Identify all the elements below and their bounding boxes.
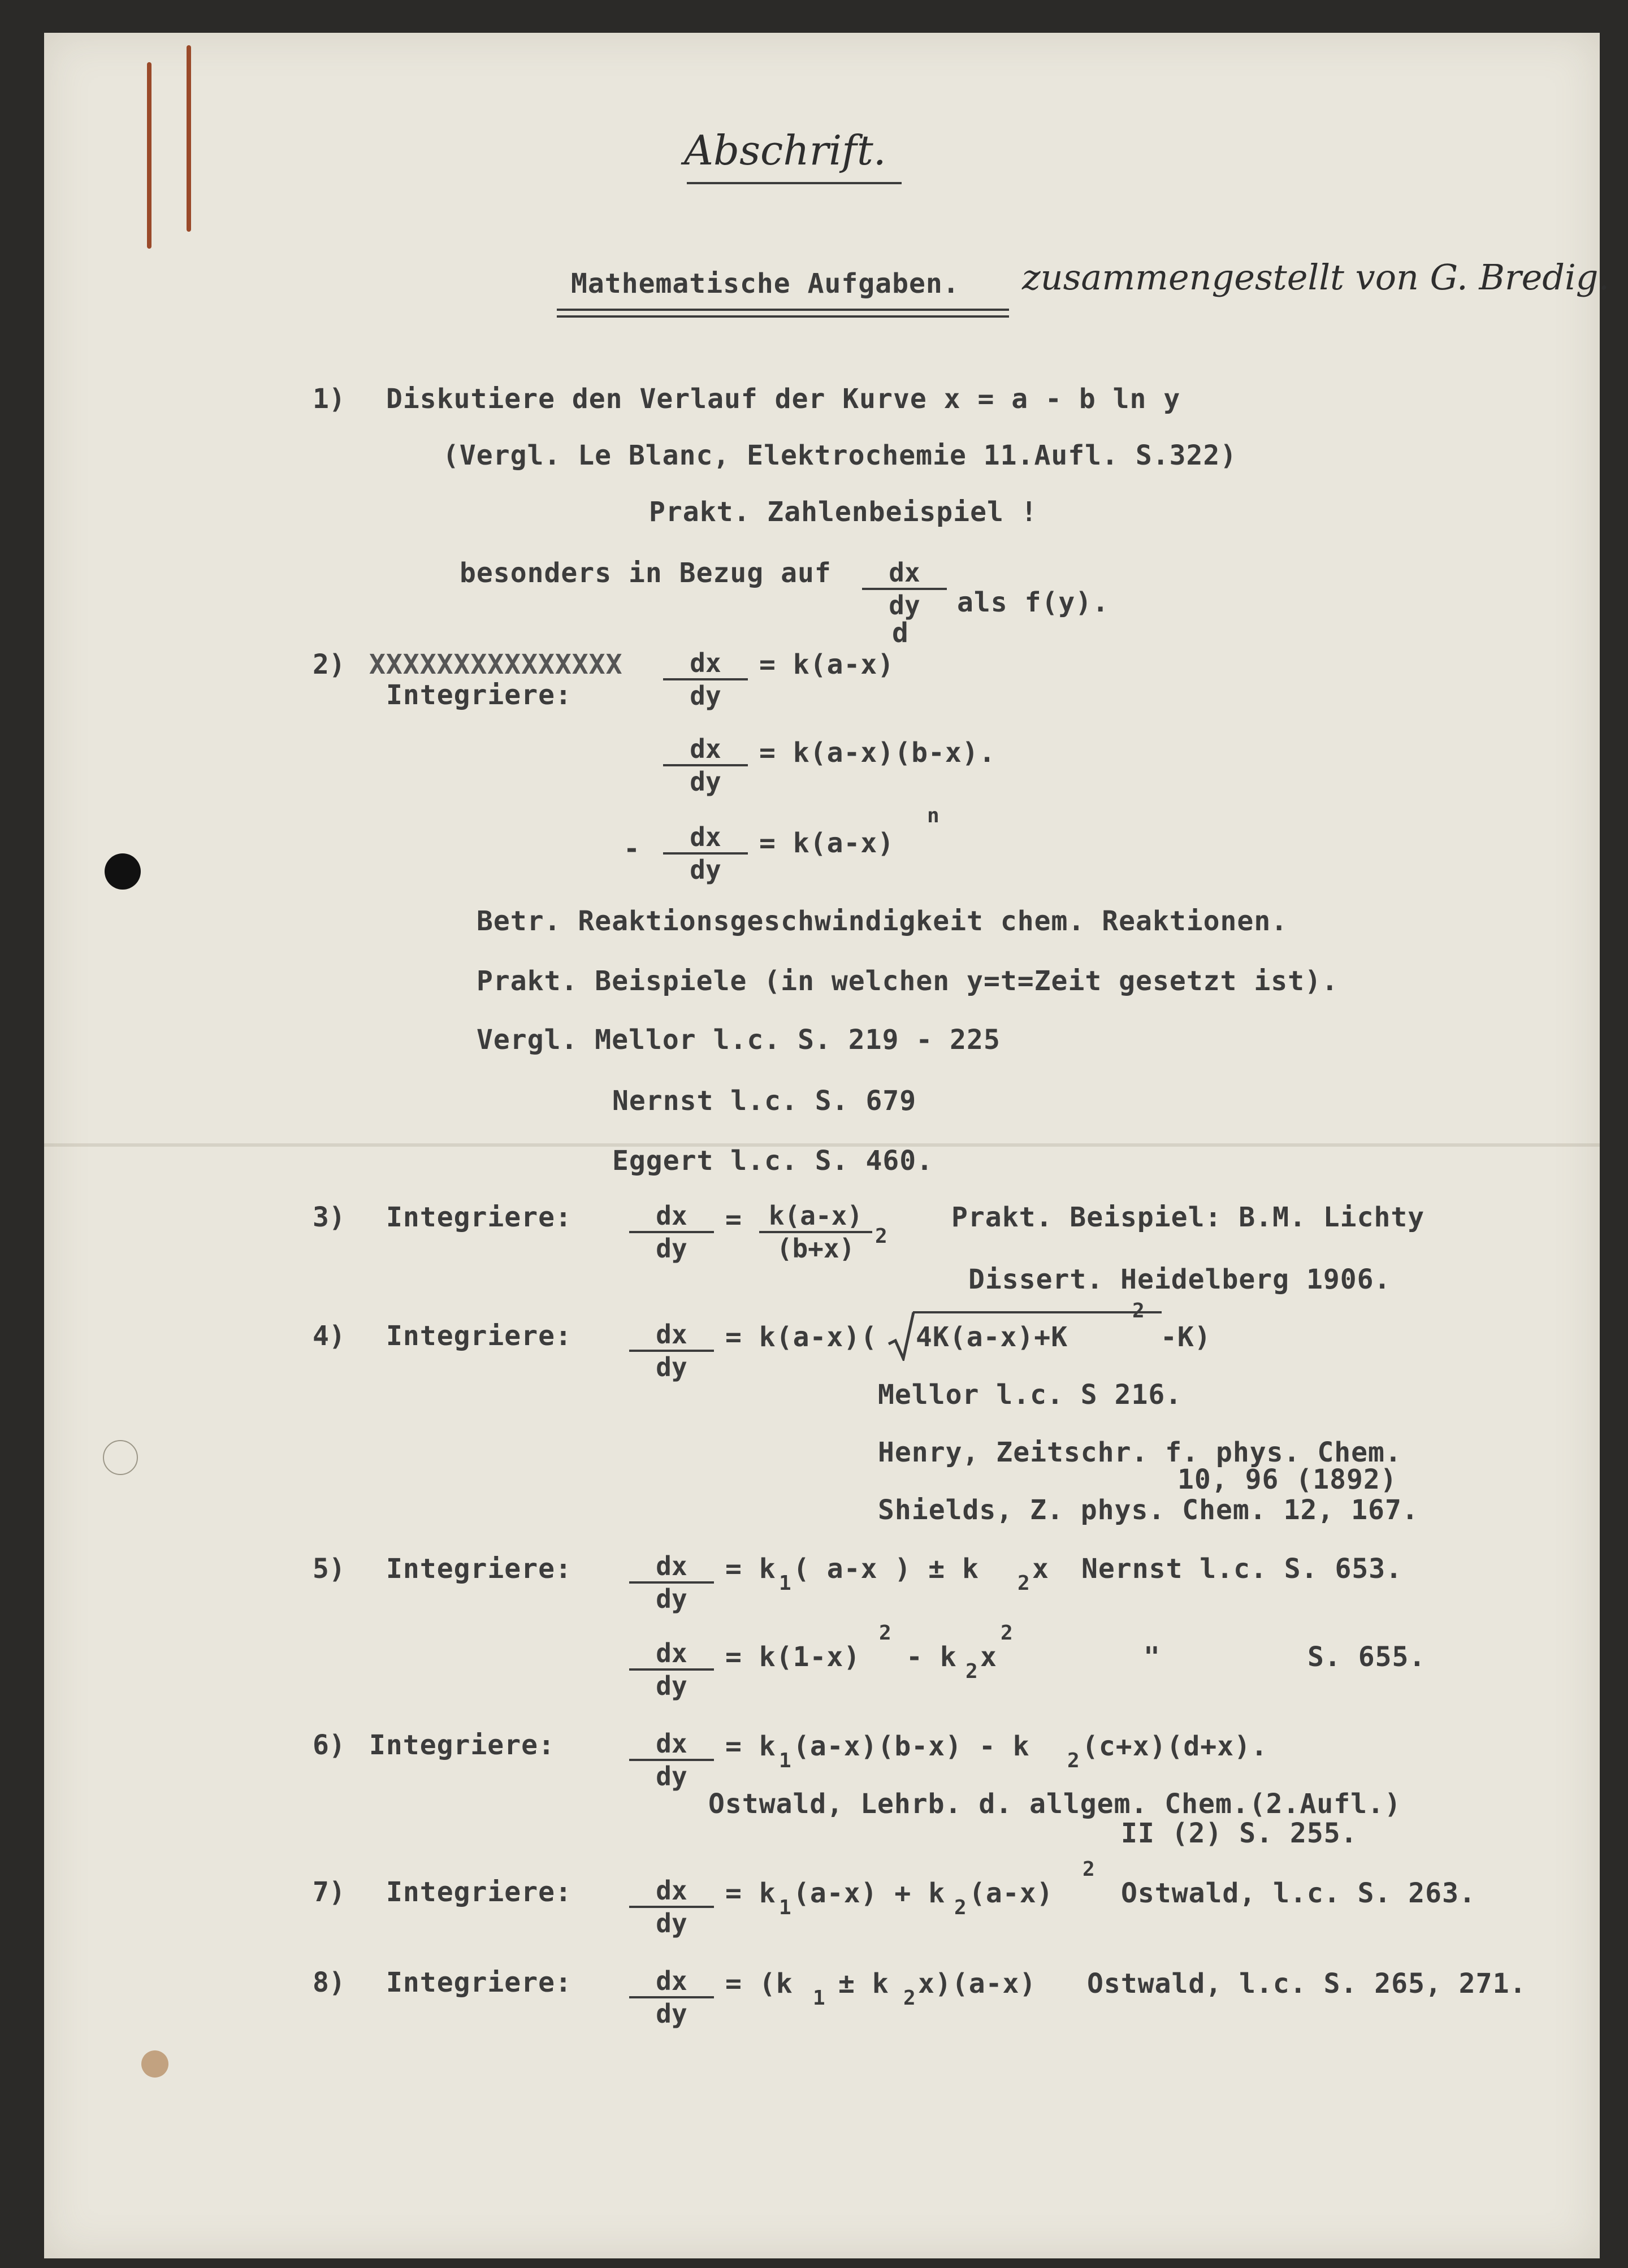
task-number: 5) xyxy=(313,1553,345,1585)
equation-rhs: (a-x) + k xyxy=(793,1877,946,1909)
square-root-sign xyxy=(887,1310,916,1361)
equation-rhs: = k(a-x)(b-x). xyxy=(759,737,996,769)
task-note: Henry, Zeitschr. f. phys. Chem. xyxy=(878,1437,1402,1468)
fraction: $\frac{dx}{dy}$ xyxy=(629,1321,714,1380)
paper-clip-mark xyxy=(187,45,191,232)
task-number: 8) xyxy=(313,1967,345,1998)
task-note: Shields, Z. phys. Chem. 12, 167. xyxy=(878,1494,1419,1526)
equation-rhs: = k xyxy=(725,1731,776,1762)
task-number: 3) xyxy=(313,1202,345,1233)
fraction: $\frac{dx}{dy}$ xyxy=(663,650,748,709)
task-note: 10, 96 (1892) xyxy=(1177,1464,1397,1495)
fraction: $\frac{dx}{dy}$ xyxy=(862,560,947,618)
task-text: als f(y). xyxy=(957,587,1110,618)
task-note: Nernst l.c. S. 679 xyxy=(612,1085,917,1117)
task-note: II (2) S. 255. xyxy=(1121,1818,1358,1849)
task-text: Diskutiere den Verlauf der Kurve x = a - b ln y xyxy=(386,383,1181,415)
subscript: 2 xyxy=(965,1660,978,1683)
task-number: 6) xyxy=(313,1729,345,1761)
task-number: 7) xyxy=(313,1876,345,1908)
equation-rhs: x xyxy=(980,1641,997,1673)
task-text: besonders in Bezug auf xyxy=(460,557,832,589)
equation-rhs: = k(a-x)( xyxy=(725,1321,878,1353)
task-note: Prakt. Beispiel: B.M. Lichty xyxy=(951,1202,1425,1233)
equation-root-content: 4K(a-x)+K xyxy=(916,1321,1068,1353)
fraction: $\frac{dx}{dy}$ xyxy=(629,1877,714,1936)
subscript: 2 xyxy=(903,1987,916,2010)
task-label: Integriere: xyxy=(386,1202,572,1233)
exponent: 2 xyxy=(1083,1858,1095,1881)
fraction: $\frac{dx}{dy}$ xyxy=(629,1731,714,1789)
equation-rhs: - k xyxy=(906,1641,957,1673)
task-note: Eggert l.c. S. 460. xyxy=(612,1145,934,1177)
equation-rhs: x)(a-x) xyxy=(918,1968,1037,2000)
paper-clip-mark xyxy=(147,62,151,249)
fraction: $\frac{dx}{dy}$ xyxy=(629,1203,714,1261)
task-note: Betr. Reaktionsgeschwindigkeit chem. Reaktionen. xyxy=(477,905,1288,937)
equation-rhs: (c+x)(d+x). xyxy=(1082,1731,1268,1762)
exponent: n xyxy=(927,804,939,827)
exponent: 2 xyxy=(879,1621,891,1645)
task-text: d xyxy=(892,617,909,649)
task-label: Integriere: xyxy=(386,1876,572,1908)
exponent: 2 xyxy=(1001,1621,1013,1645)
stain-spot xyxy=(141,2050,168,2078)
task-label: Integriere: xyxy=(386,679,572,711)
equation-rhs: = k(a-x) xyxy=(759,827,895,859)
task-number: 1) xyxy=(313,383,345,415)
equation-rhs: x xyxy=(1032,1553,1049,1585)
equation-rhs: ( a-x ) ± k xyxy=(793,1553,979,1585)
task-text: (Vergl. Le Blanc, Elektrochemie 11.Aufl. S.322) xyxy=(443,440,1237,471)
task-label: Integriere: xyxy=(386,1553,572,1585)
fraction: $\frac{dx}{dy}$ xyxy=(629,1640,714,1699)
title-double-underline xyxy=(557,315,1009,318)
subscript: 2 xyxy=(954,1896,967,1919)
fraction: $\frac{dx}{dy}$ xyxy=(663,736,748,795)
subscript: 2 xyxy=(1067,1749,1080,1772)
subscript: 1 xyxy=(813,1987,825,2010)
root-bar xyxy=(913,1311,1162,1313)
exponent: 2 xyxy=(1132,1299,1145,1322)
subscript: 2 xyxy=(1018,1572,1030,1595)
task-note: Nernst l.c. S. 653. xyxy=(1081,1553,1403,1585)
task-note: Dissert. Heidelberg 1906. xyxy=(968,1264,1391,1295)
equation-rhs: = k(1-x) xyxy=(725,1641,861,1673)
fraction: $\frac{dx}{dy}$ xyxy=(629,1553,714,1612)
fraction: $\frac{dx}{dy}$ xyxy=(629,1968,714,2027)
equation-rhs: = k xyxy=(725,1553,776,1585)
equation-rhs: = k xyxy=(725,1877,776,1909)
equals-sign: = xyxy=(725,1204,742,1235)
subscript: 1 xyxy=(779,1572,791,1595)
task-note: Prakt. Beispiele (in welchen y=t=Zeit gesetzt ist). xyxy=(477,965,1339,997)
equation-rhs: = k(a-x) xyxy=(759,649,895,680)
task-label: Integriere: xyxy=(386,1967,572,1998)
task-label: Integriere: xyxy=(369,1729,555,1761)
struck-text: XXXXXXXXXXXXXXX xyxy=(369,649,623,680)
handwritten-title: Abschrift. xyxy=(684,127,886,174)
handwritten-compiler-note: zusammengestellt von G. Bredig. xyxy=(1022,257,1610,298)
equation-rhs: -K) xyxy=(1161,1321,1211,1353)
punch-hole xyxy=(105,853,141,890)
task-text: Prakt. Zahlenbeispiel ! xyxy=(649,496,1038,528)
task-note: S. 655. xyxy=(1307,1641,1426,1673)
ditto-mark: " xyxy=(1144,1641,1161,1673)
equation-rhs: ± k xyxy=(838,1968,889,2000)
task-note: Mellor l.c. S 216. xyxy=(878,1379,1183,1411)
title-double-underline xyxy=(557,309,1009,311)
punch-hole-outline xyxy=(103,1440,138,1475)
task-label: Integriere: xyxy=(386,1320,572,1352)
task-note: Ostwald, Lehrb. d. allgem. Chem.(2.Aufl.) xyxy=(708,1788,1401,1820)
equation-rhs: = (k xyxy=(725,1968,793,2000)
task-number: 4) xyxy=(313,1320,345,1352)
subscript: 1 xyxy=(779,1896,791,1919)
exponent: 2 xyxy=(875,1225,887,1248)
fraction: $\frac{dx}{dy}$ xyxy=(663,824,748,883)
title-underline xyxy=(687,182,902,184)
equation-sign: - xyxy=(624,833,640,865)
equation-rhs: (a-x)(b-x) - k xyxy=(793,1731,1030,1762)
document-title: Mathematische Aufgaben. xyxy=(571,268,960,300)
subscript: 1 xyxy=(779,1749,791,1772)
equation-rhs: (a-x) xyxy=(969,1877,1054,1909)
task-number: 2) xyxy=(313,649,345,680)
fraction: $\frac{k(a-x)}{(b+x)}$ xyxy=(759,1203,872,1261)
task-note: Vergl. Mellor l.c. S. 219 - 225 xyxy=(477,1024,1001,1056)
task-note: Ostwald, l.c. S. 265, 271. xyxy=(1087,1968,1527,2000)
task-note: Ostwald, l.c. S. 263. xyxy=(1121,1877,1476,1909)
